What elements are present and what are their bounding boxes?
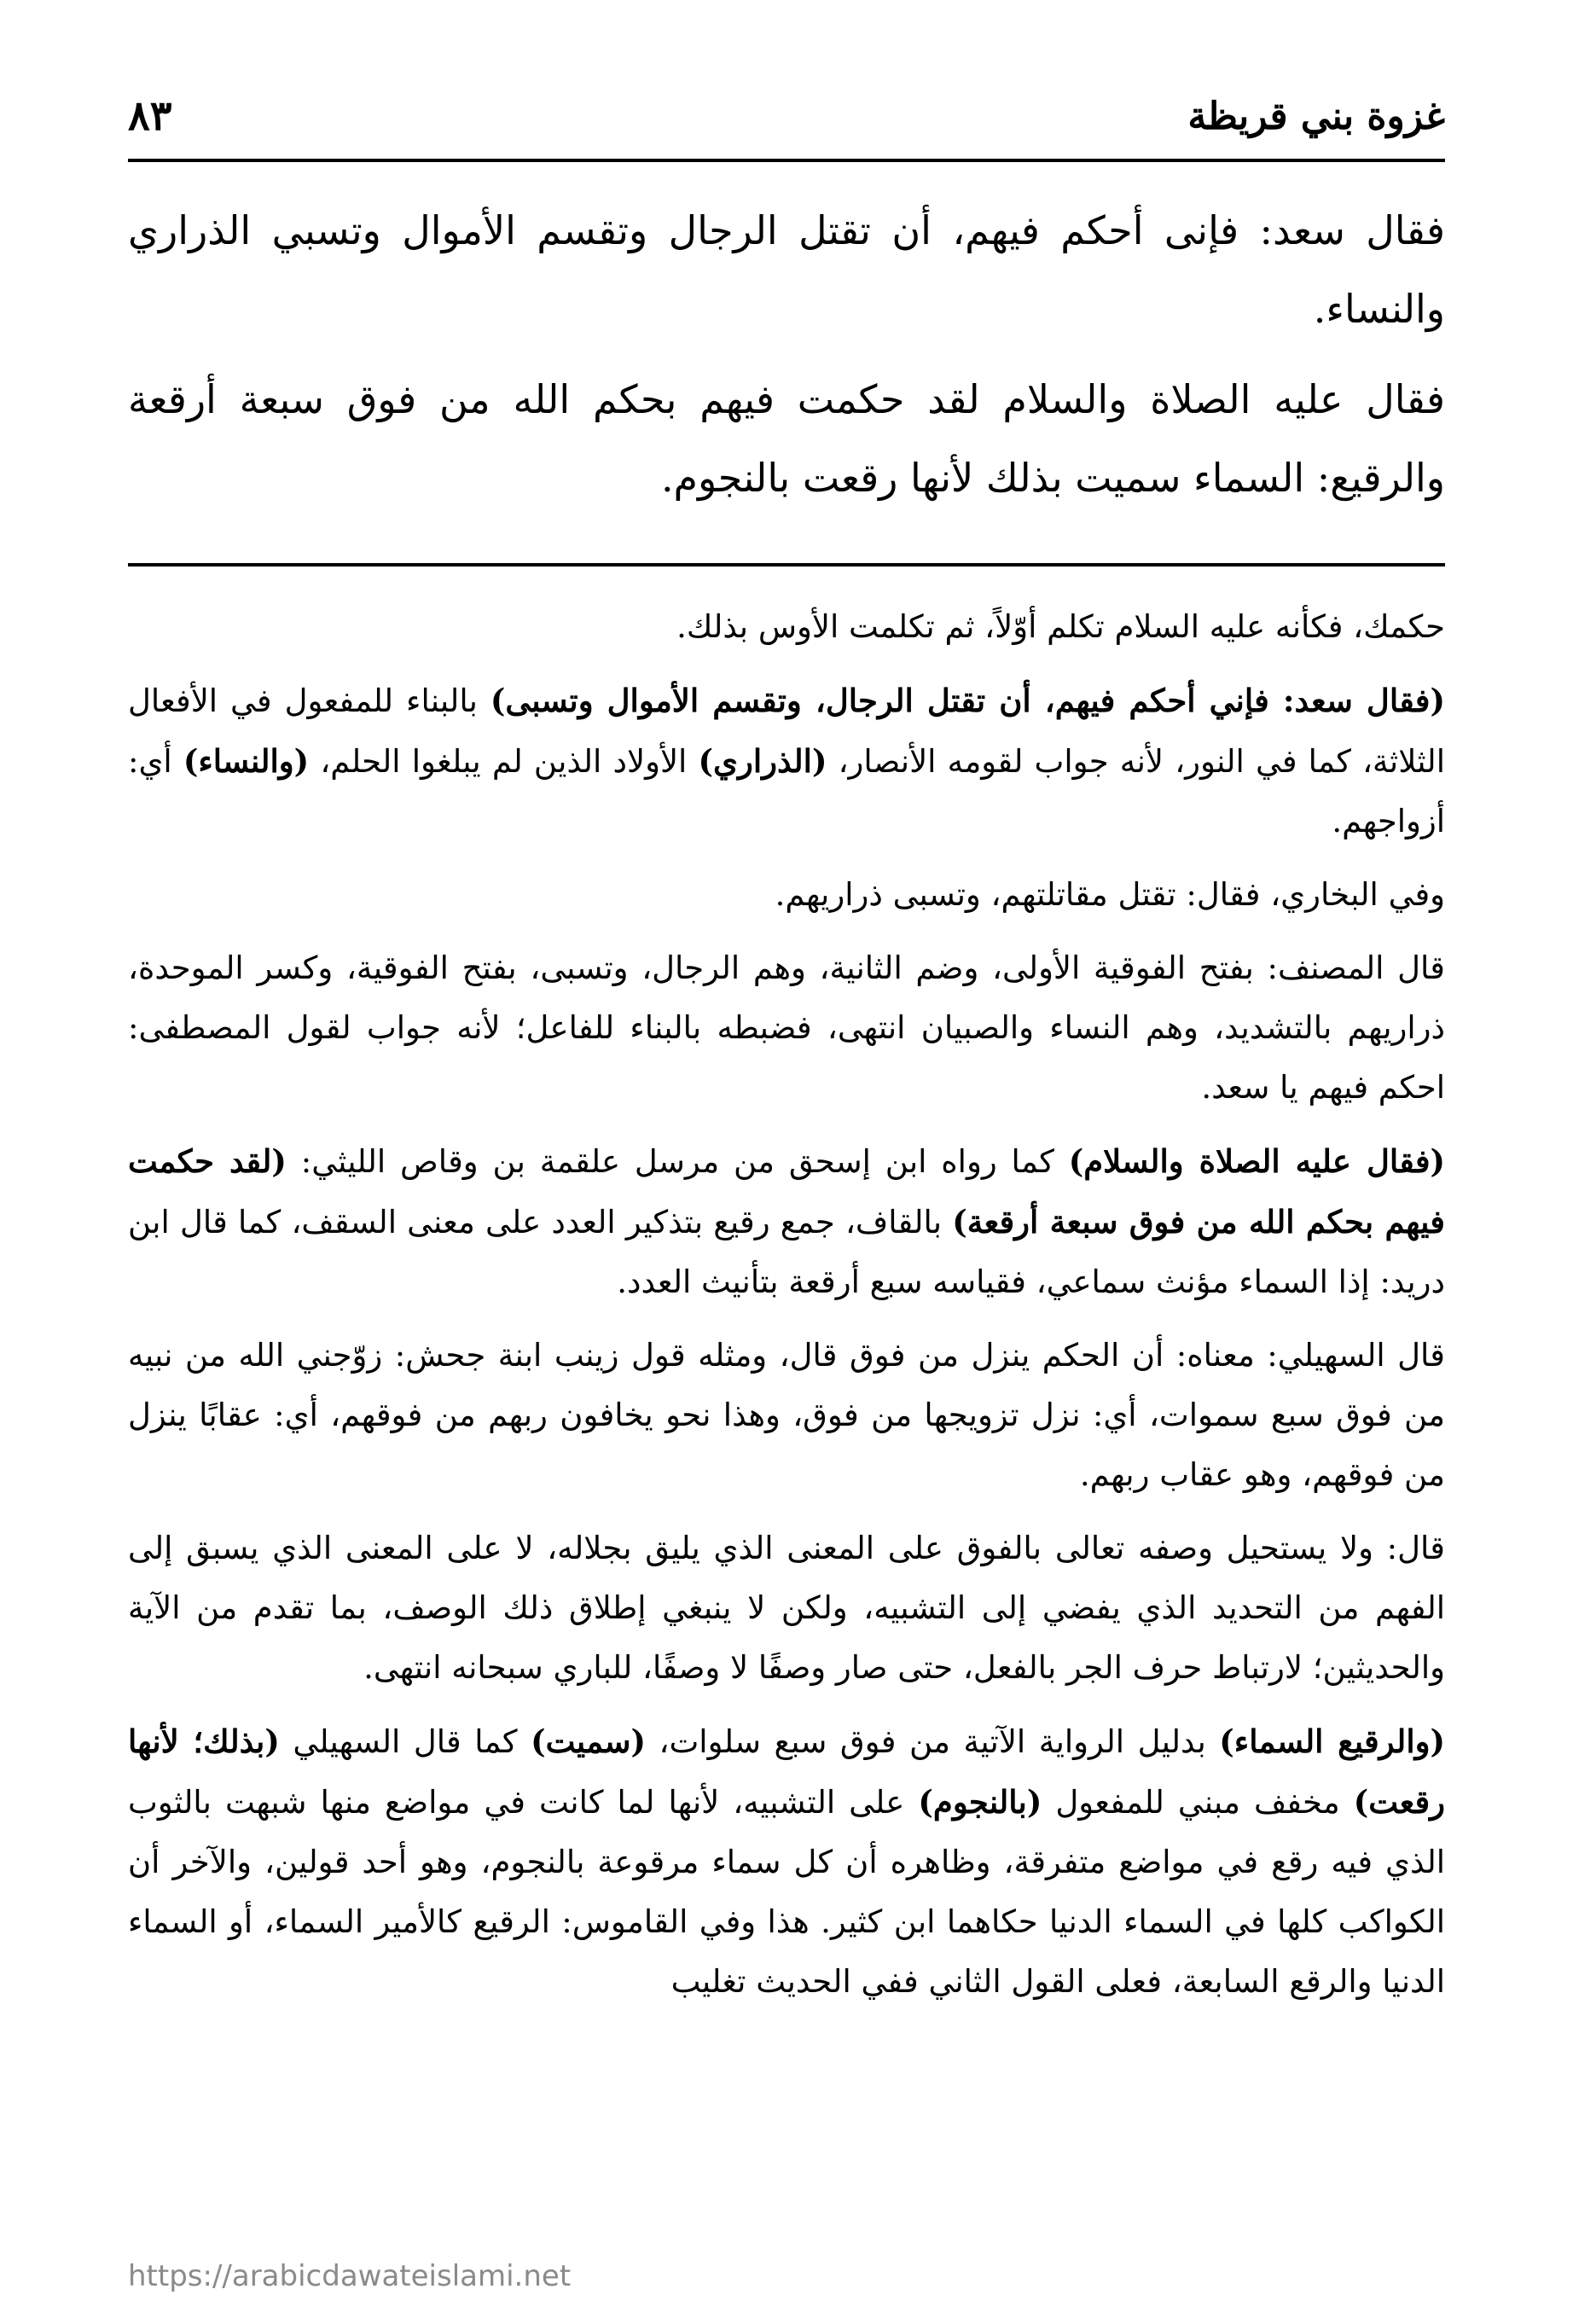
quoted-term: (فقال عليه الصلاة والسلام) — [1068, 1142, 1446, 1180]
quoted-term: (بذلك؛ لأنها رقعت) — [128, 1723, 1445, 1821]
commentary-paragraph — [128, 1519, 1445, 1698]
commentary-text-run: الأولاد الذين لم يبلغوا الحلم، — [309, 743, 699, 780]
commentary-text-run: حكمك، فكأنه عليه السلام تكلم أوّلاً، ثم تكلمت الأوس بذلك. — [676, 608, 1445, 645]
main-paragraph: فقال عليه الصلاة والسلام لقد حكمت فيهم بحكم الله من فوق سبعة أرقعة والرقيع: السماء سميت بذلك لأنها رقعت بالنجوم. — [128, 376, 1445, 501]
commentary-text-run: كما قال السهيلي — [279, 1723, 531, 1760]
quoted-term: (سميت) — [531, 1723, 646, 1760]
commentary-text-run: وفي البخاري، فقال: تقتل مقاتلتهم، وتسبى ذراريهم. — [775, 876, 1445, 913]
commentary-text-run: على التشبيه، لأنها لما كانت في مواضع منها شبهت بالثوب الذي فيه رقع في مواضع متفرقة، وظاهره أن كل سماء مرقوعة بالنجوم، وهو أحد قولين، والآخر أن الكواكب كلها في السماء الدنيا حكاهما ابن كثير. هذا وفي القاموس: الرقيع كالأمير السماء، أو السماء الدنيا والرقع السابعة، فعلى القول الثاني ففي الحديث تغليب — [128, 1784, 1445, 2000]
commentary-text-run: بدليل الرواية الآتية من فوق سبع سلوات، — [645, 1723, 1220, 1760]
commentary-paragraph — [128, 1131, 1445, 1312]
footnote-divider — [128, 563, 1445, 566]
commentary-paragraph — [128, 1326, 1445, 1505]
quoted-term: (لقد حكمت فيهم بحكم الله من فوق سبعة أرقعة) — [128, 1142, 1445, 1240]
commentary-text-run: بالقاف، جمع رقيع بتذكير العدد على معنى السقف، كما قال ابن دريد: إذا السماء مؤنث سماعي، فقياسه سبع أرقعة بتأنيث العدد. — [128, 1204, 1445, 1300]
quoted-term: (والرقيع السماء) — [1219, 1723, 1445, 1760]
commentary-paragraph — [128, 1711, 1445, 2012]
commentary-paragraph — [128, 597, 1445, 657]
watermark-url: https://arabicdawateislami.net — [128, 2259, 572, 2293]
quoted-term: (بالنجوم) — [918, 1783, 1042, 1821]
commentary-paragraph — [128, 938, 1445, 1118]
quoted-term: (فقال سعد: فإني أحكم فيهم، أن تقتل الرجال، وتقسم الأموال وتسبى) — [490, 682, 1445, 719]
commentary-text-run: قال السهيلي: معناه: أن الحكم ينزل من فوق قال، ومثله قول زينب ابنة جحش: زوّجني الله من نبيه من فوق سبع سموات، أي: نزل تزويجها من فوق، وهذا نحو يخافون ربهم من فوقهم، أي: عقابًا ينزل من فوقهم، وهو عقاب ربهم. — [128, 1337, 1445, 1493]
main-paragraph: فقال سعد: فإنى أحكم فيهم، أن تقتل الرجال وتقسم الأموال وتسبي الذراري والنساء. — [128, 207, 1445, 332]
main-text — [128, 191, 1445, 529]
page-header — [128, 82, 1445, 150]
chapter-title: غزوة بني قريظة — [1187, 94, 1445, 138]
header-rule — [128, 159, 1445, 162]
quoted-term: (الذراري) — [698, 742, 827, 780]
commentary-text-run: أي: أزواجهم. — [128, 743, 1445, 840]
commentary-paragraph — [128, 671, 1445, 851]
commentary-text-run: قال المصنف: بفتح الفوقية الأولى، وضم الثانية، وهم الرجال، وتسبى، بفتح الفوقية، وكسر الموحدة، ذراريهم بالتشديد، وهم النساء والصبيان انتهى، فضبطه بالبناء للفاعل؛ لأنه جواب لقول المصطفى: احكم فيهم يا سعد. — [128, 950, 1445, 1106]
commentary-text-run: قال: ولا يستحيل وصفه تعالى بالفوق على المعنى الذي يليق بجلاله، لا على المعنى الذي يسبق إلى الفهم من التحديد الذي يفضي إلى التشبيه، ولكن لا ينبغي إطلاق ذلك الوصف، بما تقدم من الآية والحديثين؛ لارتباط حرف الجر بالفعل، حتى صار وصفًا لا وصفًا، للباري سبحانه انتهى. — [128, 1530, 1445, 1686]
commentary-text — [128, 597, 1445, 2025]
commentary-text-run: مخفف مبني للمفعول — [1042, 1784, 1354, 1821]
commentary-text-run: كما رواه ابن إسحق من مرسل علقمة بن وقاص الليثي: — [286, 1143, 1069, 1180]
commentary-text-run: بالبناء للمفعول في الأفعال الثلاثة، كما في النور، لأنه جواب لقومه الأنصار، — [128, 683, 1445, 780]
page-number: ٨٣ — [128, 92, 172, 140]
commentary-paragraph — [128, 865, 1445, 925]
quoted-term: (والنساء) — [183, 742, 310, 780]
